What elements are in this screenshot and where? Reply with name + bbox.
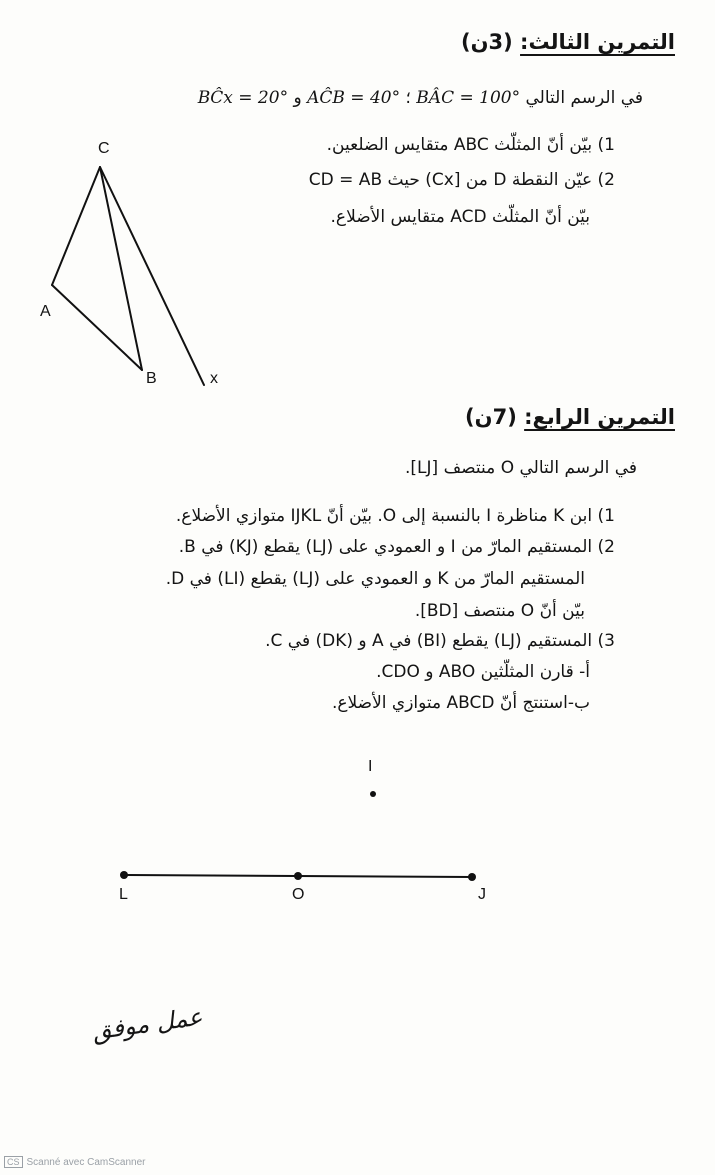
exercise4-intro: في الرسم التالي O منتصف [LJ].: [404, 458, 637, 478]
signature: عمل موفق: [90, 1002, 205, 1046]
label-i: I: [368, 758, 373, 775]
exercise4-title: التمرين الرابع:: [524, 405, 675, 429]
segment-ca: [52, 167, 100, 285]
point-j: [468, 873, 476, 881]
exercise4-q2c: بيّن أنّ O منتصف [BD].: [414, 601, 585, 621]
label-l: L: [119, 886, 128, 903]
exercise4-q1: 1) ابن K مناظرة I بالنسبة إلى O. بيّن أنّ IJKL متوازي الأضلاع.: [175, 506, 615, 526]
exercise4-points: (7ن): [465, 405, 517, 429]
label-a: A: [40, 303, 51, 320]
exercise4-q3b: ب-استنتج أنّ ABCD متوازي الأضلاع.: [331, 693, 590, 713]
scanner-footer: [4, 1156, 145, 1168]
exercise3-points: (3ن): [460, 30, 513, 54]
segment-cb: [100, 167, 142, 370]
point-l: [120, 871, 128, 879]
angle-bac: BÂC = 100°: [416, 88, 521, 108]
label-j: J: [478, 886, 486, 903]
angle-separator: ؛: [405, 88, 411, 108]
label-o: O: [292, 886, 305, 903]
angle-acb: AĈB = 40°: [307, 88, 401, 108]
exercise4-q2a: 2) المستقيم المارّ من I و العمودي على (LJ) يقطع (KJ) في B.: [178, 537, 615, 557]
exercise3-q2b: بيّن أنّ المثلّث ACD متقايس الأضلاع.: [330, 207, 590, 227]
exercise3-q2: 2) عيّن النقطة D من [Cx) حيث CD = AB: [308, 170, 615, 190]
exercise4-q2b: المستقيم المارّ من K و العمودي على (LJ) يقطع (LI) في D.: [165, 569, 585, 589]
ray-cx: [100, 167, 204, 385]
footer-text: Scanné avec CamScanner: [26, 1157, 146, 1168]
angle-bcx: BĈx = 20°: [197, 88, 289, 108]
segment-ab: [52, 285, 142, 370]
exercise3-title: التمرين الثالث:: [520, 30, 675, 54]
label-x: x: [210, 370, 218, 387]
camscanner-icon: CS: [4, 1156, 23, 1168]
exercise4-q3: 3) المستقيم (LJ) يقطع (BI) في A و (DK) في C.: [265, 631, 615, 651]
exercise4-heading: [465, 405, 675, 429]
point-i: [370, 791, 376, 797]
label-b: B: [146, 370, 157, 387]
exercise3-q1: 1) بيّن أنّ المثلّث ABC متقايس الضلعين.: [326, 135, 615, 155]
label-c: C: [98, 140, 110, 157]
angle-conj: و: [293, 88, 302, 108]
exercise4-q3a: أ- قارن المثلّثين ABO و CDO.: [376, 662, 590, 682]
exercise3-intro-text: في الرسم التالي: [525, 88, 643, 108]
point-o: [294, 872, 302, 880]
